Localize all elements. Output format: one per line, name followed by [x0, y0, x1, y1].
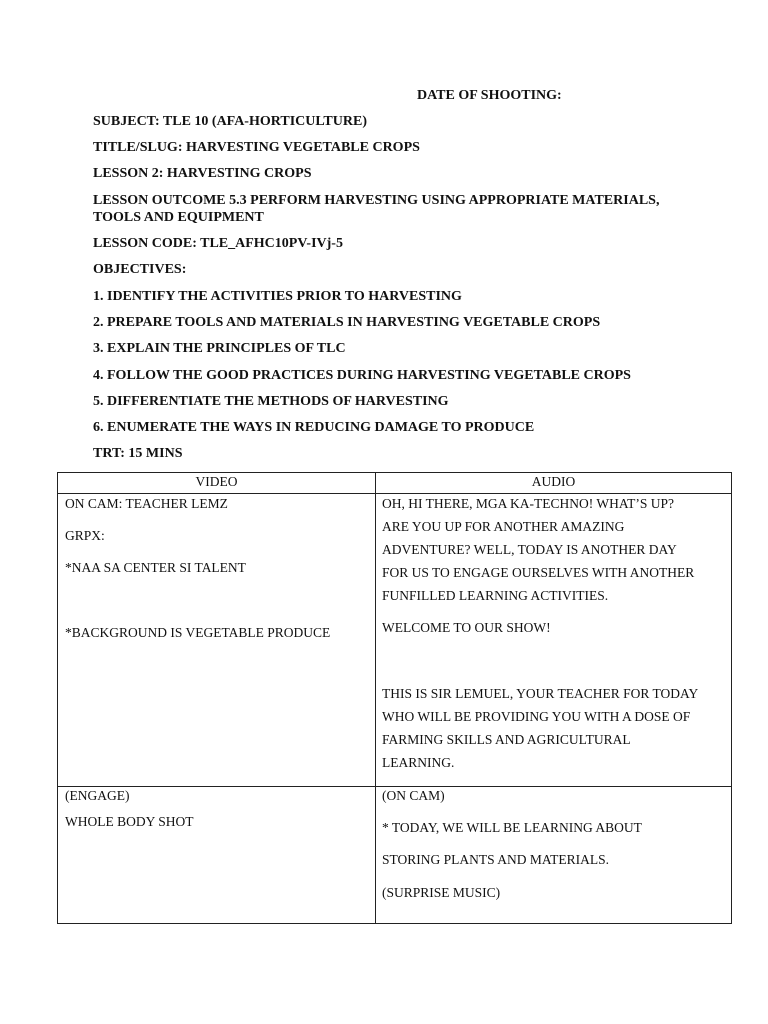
title-slug-line: TITLE/SLUG: HARVESTING VEGETABLE CROPS — [93, 140, 420, 155]
audio-text: ADVENTURE? WELL, TODAY IS ANOTHER DAY — [382, 542, 677, 557]
video-text: (ENGAGE) — [65, 788, 130, 803]
script-table — [57, 472, 732, 924]
video-text: GRPX: — [65, 528, 105, 543]
video-cell — [58, 787, 376, 924]
objective-item: 6. ENUMERATE THE WAYS IN REDUCING DAMAGE TO PRODUCE — [93, 420, 535, 435]
audio-text: ARE YOU UP FOR ANOTHER AMAZING — [382, 519, 625, 534]
lesson-outcome-line-2: TOOLS AND EQUIPMENT — [93, 210, 264, 225]
table-row — [58, 494, 732, 787]
audio-text: WHO WILL BE PROVIDING YOU WITH A DOSE OF — [382, 709, 691, 724]
audio-text: * TODAY, WE WILL BE LEARNING ABOUT — [382, 820, 642, 835]
lesson-outcome-line-1: LESSON OUTCOME 5.3 PERFORM HARVESTING USING APPROPRIATE MATERIALS, — [93, 193, 660, 208]
subject-line: SUBJECT: TLE 10 (AFA-HORTICULTURE) — [93, 114, 367, 129]
objective-item: 5. DIFFERENTIATE THE METHODS OF HARVESTING — [93, 394, 449, 409]
audio-text: OH, HI THERE, MGA KA-TECHNO! WHAT’S UP? — [382, 496, 674, 511]
audio-text: FUNFILLED LEARNING ACTIVITIES. — [382, 588, 609, 603]
column-header-audio: AUDIO — [376, 473, 732, 494]
audio-text: (SURPRISE MUSIC) — [382, 885, 501, 900]
objective-item: 3. EXPLAIN THE PRINCIPLES OF TLC — [93, 341, 346, 356]
objective-item: 2. PREPARE TOOLS AND MATERIALS IN HARVESTING VEGETABLE CROPS — [93, 315, 601, 330]
date-of-shooting: DATE OF SHOOTING: — [417, 88, 562, 103]
objective-item: 1. IDENTIFY THE ACTIVITIES PRIOR TO HARVESTING — [93, 289, 462, 304]
audio-cell — [376, 787, 732, 924]
audio-text: LEARNING. — [382, 755, 455, 770]
objective-item: 4. FOLLOW THE GOOD PRACTICES DURING HARVESTING VEGETABLE CROPS — [93, 368, 631, 383]
video-text: ON CAM: TEACHER LEMZ — [65, 496, 228, 511]
video-text: *NAA SA CENTER SI TALENT — [65, 560, 246, 575]
audio-text: STORING PLANTS AND MATERIALS. — [382, 852, 610, 867]
audio-text: FARMING SKILLS AND AGRICULTURAL — [382, 732, 631, 747]
video-text: WHOLE BODY SHOT — [65, 814, 194, 829]
audio-text: FOR US TO ENGAGE OURSELVES WITH ANOTHER — [382, 565, 695, 580]
trt-line: TRT: 15 MINS — [93, 446, 183, 461]
video-text: *BACKGROUND IS VEGETABLE PRODUCE — [65, 625, 331, 640]
table-row — [58, 787, 732, 924]
objectives-label: OBJECTIVES: — [93, 262, 187, 277]
lesson-line: LESSON 2: HARVESTING CROPS — [93, 166, 312, 181]
audio-text: WELCOME TO OUR SHOW! — [382, 620, 551, 635]
audio-text: THIS IS SIR LEMUEL, YOUR TEACHER FOR TODAY — [382, 686, 699, 701]
column-header-video: VIDEO — [58, 473, 376, 494]
video-cell — [58, 494, 376, 787]
audio-cell — [376, 494, 732, 787]
audio-text: (ON CAM) — [382, 788, 445, 803]
lesson-code-line: LESSON CODE: TLE_AFHC10PV-IVj-5 — [93, 236, 343, 251]
table-header-row — [58, 473, 732, 494]
